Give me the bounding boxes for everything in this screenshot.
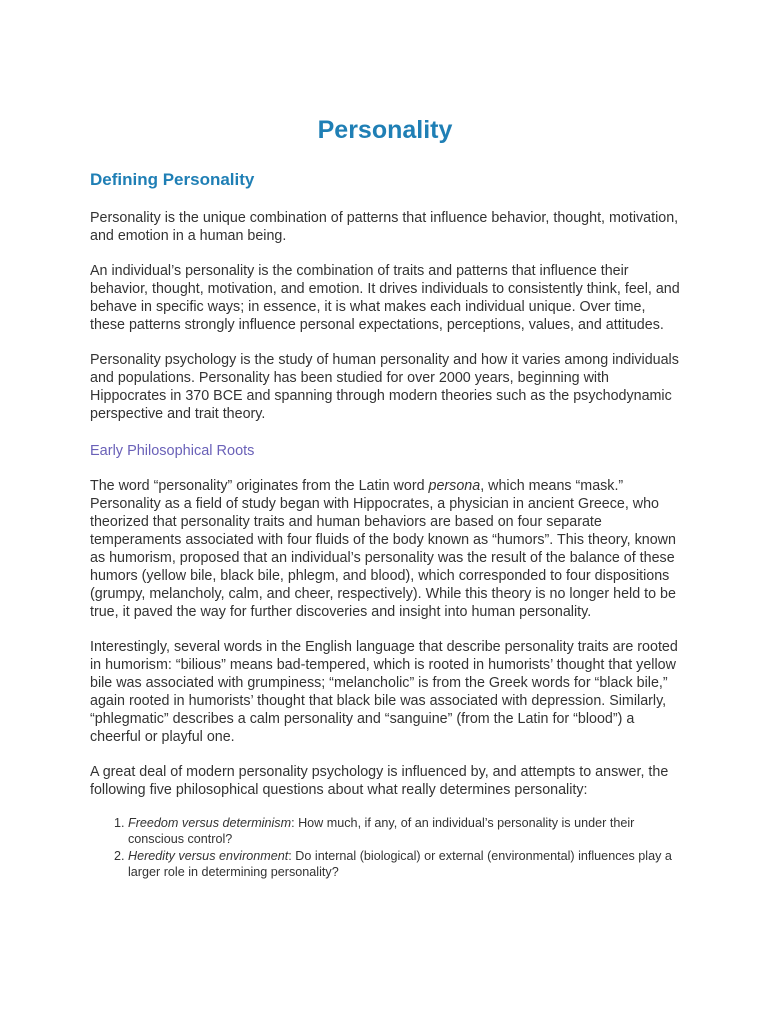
paragraph-traits: An individual’s personality is the combination of traits and patterns that influence their behavior, thought, motivation, and emotion. It drives individuals to consistently think, feel, and behave in specific ways; in essence, it is what makes each individual unique. Over time, these patterns strongly influence personal expectations, perceptions, values, and attitudes. [90, 263, 680, 333]
origin-text-after: , which means “mask.” Personality as a field of study began with Hippocrates, a physician in ancient Greece, who theorized that personality traits and human behaviors are based on four separate temperaments associated with four fluids of the body known as “humors”. This theory, known as humorism, proposed that an individual’s personality was the result of the balance of these humors (yellow bile, black bile, phlegm, and blood), which corresponded to four dispositions (grumpy, melancholy, calm, and cheer, respectively). While this theory is no longer held to be true, it paved the way for further discoveries and insight into human personality. [90, 478, 676, 620]
paragraph-intro: Personality is the unique combination of patterns that influence behavior, thought, motivation, and emotion in a human being. [90, 210, 679, 244]
section-heading: Defining Personality [90, 170, 255, 189]
list-item-text: : Do internal (biological) or external (environmental) influences play a larger role in determining personality? [128, 849, 672, 879]
questions-list [90, 816, 680, 880]
origin-text-italic: persona [428, 478, 481, 494]
list-item [128, 816, 680, 847]
paragraph-questions: A great deal of modern personality psychology is influenced by, and attempts to answer, the following five philosophical questions about what really determines personality: [90, 764, 669, 798]
list-item-term: Heredity versus environment [128, 849, 289, 863]
list-item-term: Freedom versus determinism [128, 816, 292, 830]
list-item [128, 849, 680, 880]
paragraph-psychology: Personality psychology is the study of human personality and how it varies among individuals and populations. Personality has been studied for over 2000 years, beginning with Hippocrates in 370 BCE and spanning through modern theories such as the psychodynamic perspective and trait theory. [90, 352, 679, 422]
paragraph-words: Interestingly, several words in the English language that describe personality traits are rooted in humorism: “bilious” means bad-tempered, which is rooted in humorists’ thought that yellow bile was associated with grumpiness; “melancholic” is from the Greek words for “black bile,” again rooted in humorists’ thought that black bile was associated with depression. Similarly, “phlegmatic” describes a calm personality and “sanguine” (from the Latin for “blood”) a cheerful or playful one. [90, 639, 678, 745]
page-title: Personality [317, 116, 453, 144]
subsection-heading: Early Philosophical Roots [90, 443, 255, 459]
paragraph-origin [90, 477, 680, 621]
origin-text-before: The word “personality” originates from the Latin word [90, 478, 429, 494]
list-item-text: : How much, if any, of an individual’s personality is under their conscious control? [128, 816, 635, 846]
